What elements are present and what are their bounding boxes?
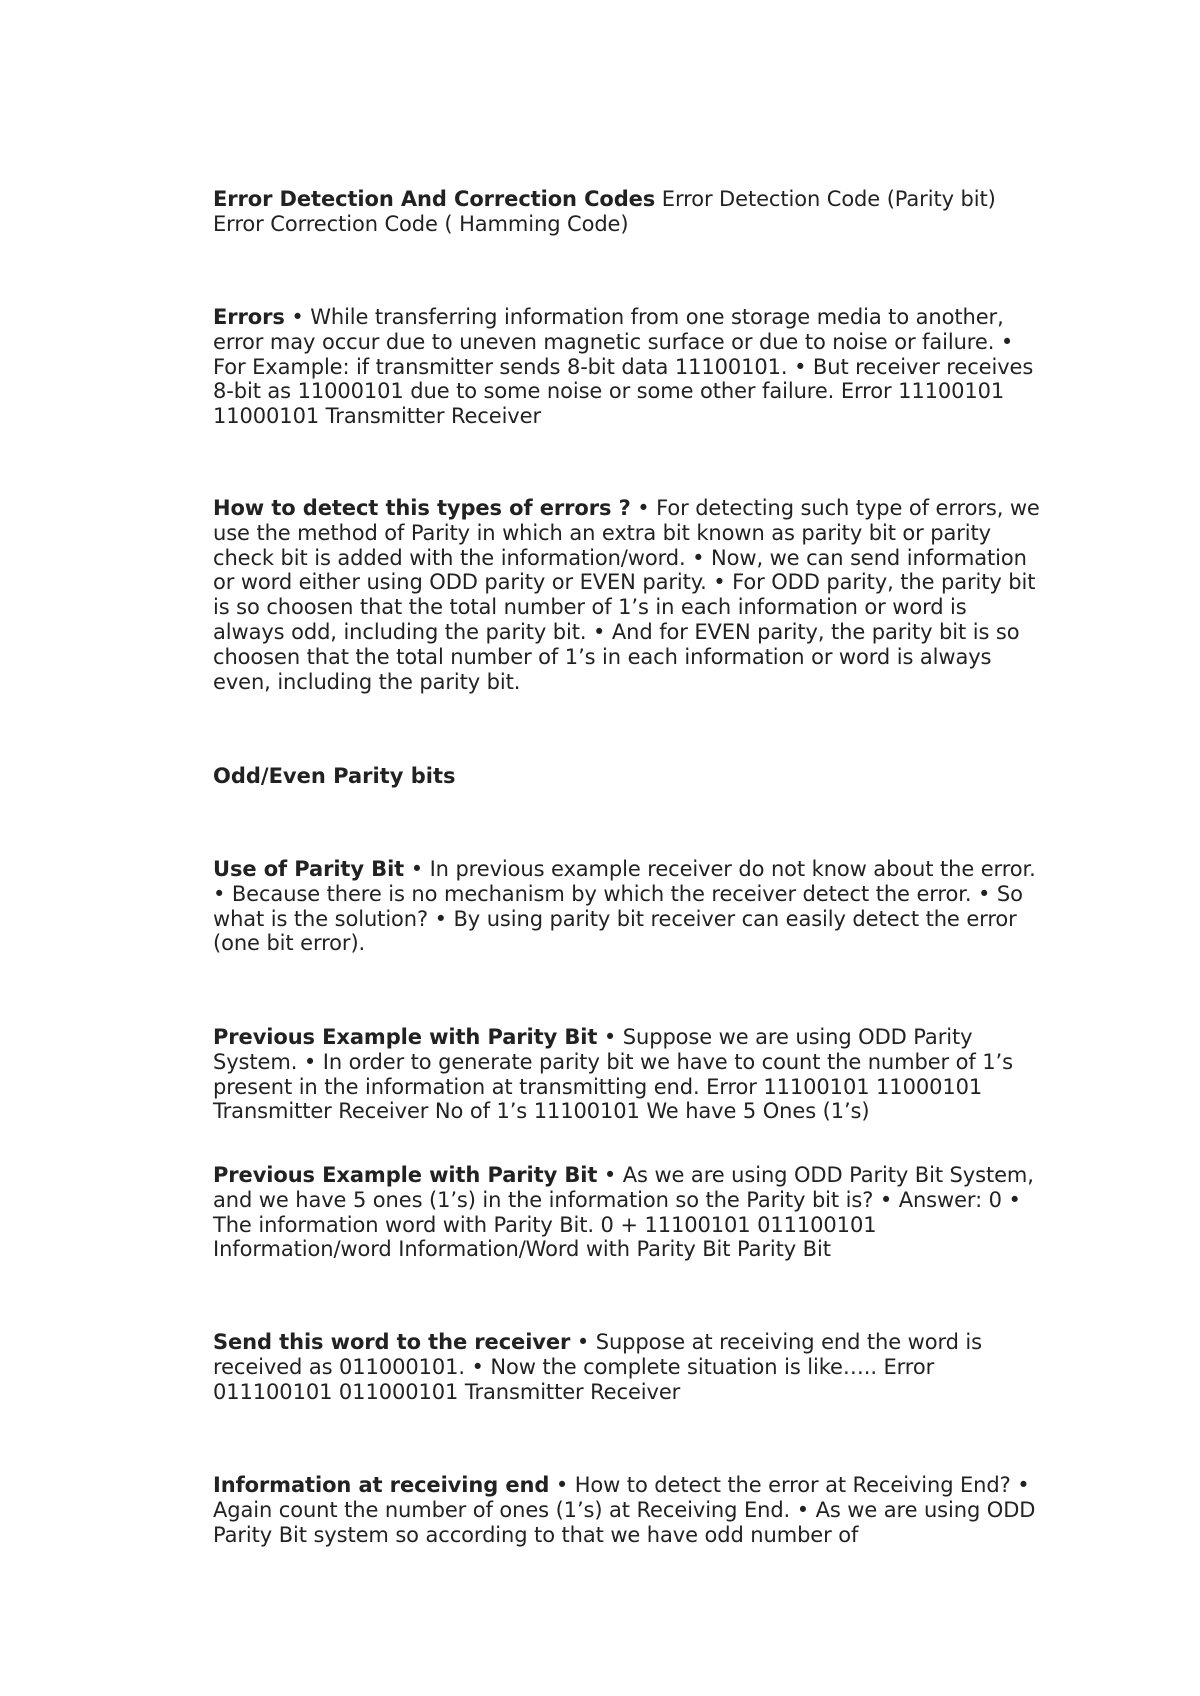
section-body: • Suppose at receiving end the word is received as 011000101. • Now the complete situation is like….. Error 011100101 011000101 Transmitter Receiver [213, 1330, 983, 1404]
section-error-detection-codes [213, 187, 1043, 237]
section-heading: How to detect this types of errors ? [213, 496, 631, 520]
section-body: • Suppose we are using ODD Parity System. • In order to generate parity bit we have to count the number of 1’s present in the information at transmitting end. Error 11100101 11000101 Transmitter Receiver No of 1’s 11100101 We have 5 Ones (1’s) [213, 1025, 1013, 1124]
section-odd-even-parity [213, 764, 1043, 789]
section-previous-example-1 [213, 1025, 1043, 1124]
section-receiving-end [213, 1473, 1043, 1547]
section-body: • As we are using ODD Parity Bit System, and we have 5 ones (1’s) in the information so the Parity bit is? • Answer: 0 • The information word with Parity Bit. 0 + 11100101 011100101 Information/word Information/Word with Parity Bit Parity Bit [213, 1163, 1034, 1262]
section-heading: Send this word to the receiver [213, 1330, 571, 1354]
section-heading: Use of Parity Bit [213, 857, 405, 881]
section-heading: Errors [213, 305, 285, 329]
section-heading: Previous Example with Parity Bit [213, 1025, 598, 1049]
section-body: • How to detect the error at Receiving End? • Again count the number of ones (1’s) at Receiving End. • As we are using ODD Parity Bit system so according to that we have odd number of [213, 1473, 1036, 1547]
section-use-of-parity-bit [213, 857, 1043, 956]
section-send-word [213, 1330, 1043, 1404]
section-body: Error Detection Code (Parity bit) Error Correction Code ( Hamming Code) [213, 187, 996, 236]
section-heading: Error Detection And Correction Codes [213, 187, 656, 211]
section-previous-example-2 [213, 1163, 1043, 1262]
section-errors [213, 305, 1043, 429]
section-body: • In previous example receiver do not know about the error. • Because there is no mechanism by which the receiver detect the error. • So what is the solution? • By using parity bit receiver can easily detect the error (one bit error). [213, 857, 1036, 956]
section-body: • While transferring information from one storage media to another, error may occur due to uneven magnetic surface or due to noise or failure. • For Example: if transmitter sends 8-bit data 11100101. • But receiver receives 8-bit as 11000101 due to some noise or some other failure. Error 11100101 11000101 Transmitter Receiver [213, 305, 1034, 429]
section-body: • For detecting such type of errors, we use the method of Parity in which an extra bit known as parity bit or parity check bit is added with the information/word. • Now, we can send information or word either using ODD parity or EVEN parity. • For ODD parity, the parity bit is so choosen that the total number of 1’s in each information or word is always odd, including the parity bit. • And for EVEN parity, the parity bit is so choosen that the total number of 1’s in each information or word is always even, including the parity bit. [213, 496, 1040, 694]
section-heading: Information at receiving end [213, 1473, 550, 1497]
section-heading: Previous Example with Parity Bit [213, 1163, 598, 1187]
section-heading: Odd/Even Parity bits [213, 764, 456, 788]
section-how-to-detect [213, 496, 1043, 694]
